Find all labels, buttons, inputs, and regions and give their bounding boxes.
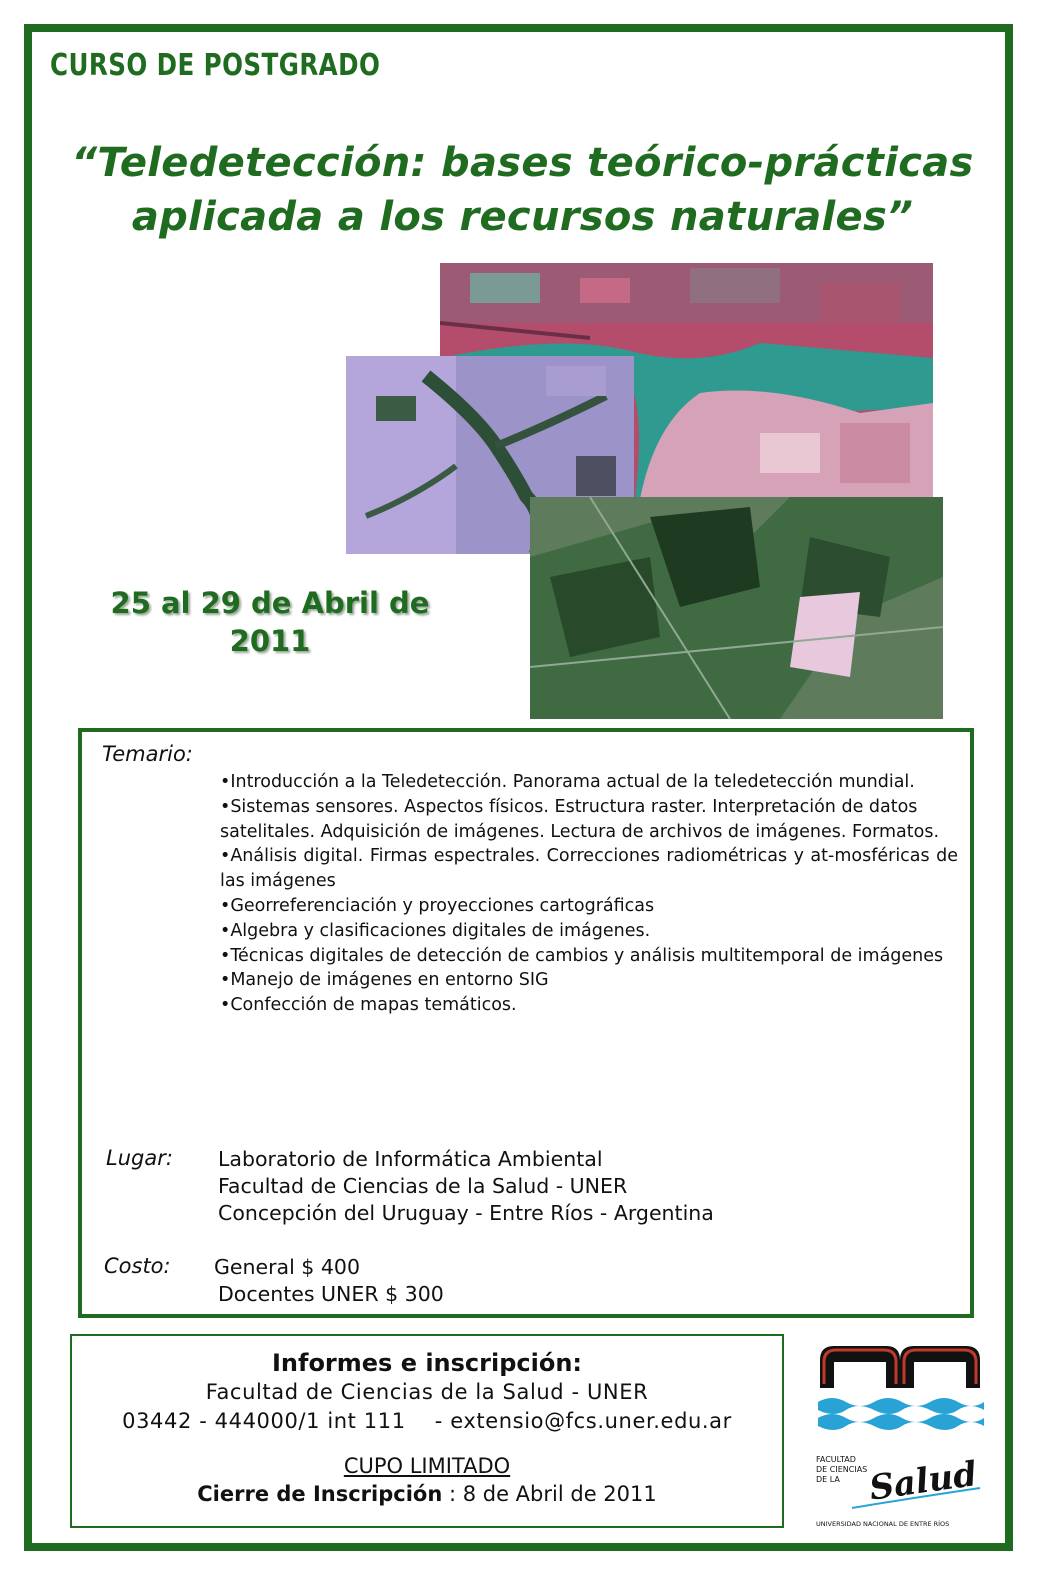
enrollment-deadline [72, 1480, 782, 1508]
list-item: •Análisis digital. Firmas espectrales. Correcciones radiométricas y at-mosféricas de las imágenes [220, 846, 958, 892]
logo-facultad-line1: FACULTAD [816, 1455, 856, 1464]
lugar-line: Concepción del Uruguay - Entre Ríos - Argentina [218, 1201, 714, 1225]
course-dates [80, 584, 460, 660]
list-item: •Algebra y clasificaciones digitales de imágenes. [220, 920, 651, 941]
contact-institution: Facultad de Ciencias de la Salud - UNER [205, 1380, 649, 1404]
course-dates-line2: 2011 [229, 624, 311, 658]
temario-list [220, 770, 958, 1018]
costo-line: Docentes UNER $ 300 [218, 1282, 444, 1306]
uner-fcs-logo [812, 1338, 988, 1534]
list-item: •Técnicas digitales de detección de cambios y análisis multitemporal de imágenes [220, 945, 944, 966]
logo-universidad: UNIVERSIDAD NACIONAL DE ENTRE RÍOS [816, 1520, 950, 1528]
list-item: •Confección de mapas temáticos. [220, 995, 517, 1016]
temario-label: Temario: [102, 742, 193, 766]
contact-heading: Informes e inscripción: [271, 1349, 583, 1377]
lugar-line: Facultad de Ciencias de la Salud - UNER [218, 1174, 628, 1198]
logo-facultad-line2: DE CIENCIAS [816, 1465, 868, 1474]
logo-salud: Salud [866, 1454, 980, 1509]
enrollment-deadline-label: Cierre de Inscripción [197, 1482, 443, 1506]
course-dates-line1: 25 al 29 de Abril de [110, 586, 430, 620]
course-info-box [78, 728, 974, 1318]
enrollment-deadline-value: : 8 de Abril de 2011 [442, 1482, 657, 1506]
costo-line: General $ 400 [214, 1255, 360, 1279]
course-title-line2: aplicada a los recursos naturales” [131, 194, 914, 240]
course-title-line1: “Teledetección: bases teórico-prácticas [71, 140, 974, 186]
list-item: •Georreferenciación y proyecciones cartográficas [220, 895, 655, 916]
course-title [40, 136, 1005, 244]
contact-box [70, 1334, 784, 1528]
costo-details [214, 1254, 444, 1308]
list-item: •Introducción a la Teledetección. Panorama actual de la teledetección mundial. [220, 772, 915, 792]
list-item: •Manejo de imágenes en entorno SIG [220, 970, 549, 991]
logo-facultad-line3: DE LA [816, 1475, 840, 1484]
list-item: satelitales. Adquisición de imágenes. Lectura de archivos de imágenes. Formatos. [220, 821, 940, 842]
costo-label: Costo: [104, 1254, 171, 1278]
lugar-details [218, 1146, 714, 1227]
lugar-label: Lugar: [106, 1146, 173, 1170]
course-type-heading: CURSO DE POSTGRADO [50, 48, 381, 83]
contact-phone-email: 03442 - 444000/1 int 111 - extensio@fcs.uner.edu.ar [122, 1409, 732, 1433]
satellite-image-forest [530, 497, 943, 719]
cupo-limitado: CUPO LIMITADO [343, 1454, 511, 1478]
list-item: •Sistemas sensores. Aspectos físicos. Estructura raster. Interpretación de datos [220, 796, 918, 817]
uner-logo-icon [812, 1338, 988, 1534]
lugar-line: Laboratorio de Informática Ambiental [218, 1147, 603, 1171]
